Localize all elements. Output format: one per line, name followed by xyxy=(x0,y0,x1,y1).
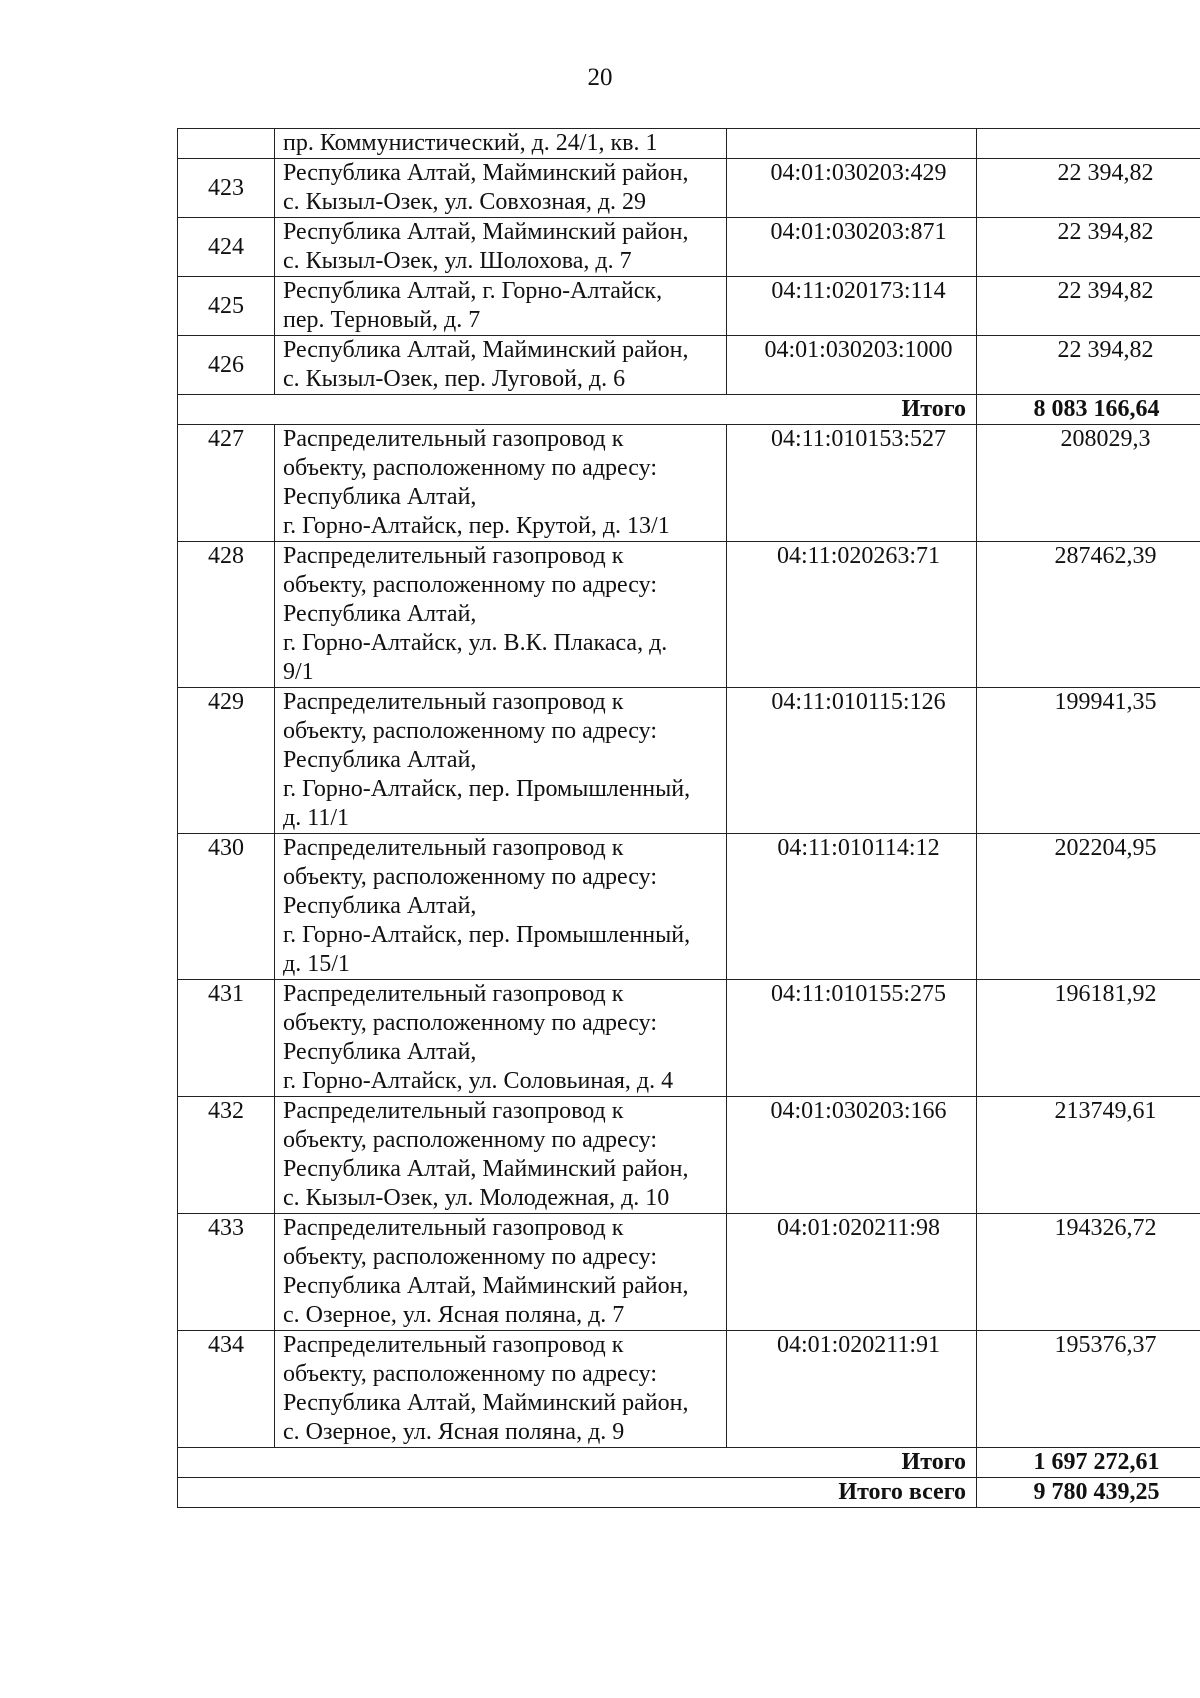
row-number-cell: 426 xyxy=(178,336,275,395)
empty-cell xyxy=(727,129,977,159)
address-line: объекту, расположенному по адресу: xyxy=(283,864,657,890)
address-line: г. Горно-Алтайск, ул. В.К. Плакаса, д. xyxy=(283,630,668,656)
amount-cell: 202204,95 xyxy=(977,834,1200,980)
cadastral-number-cell: 04:01:030203:166 xyxy=(727,1097,977,1214)
cadastral-number-cell: 04:01:030203:871 xyxy=(727,218,977,277)
address-line: Распределительный газопровод к xyxy=(283,1332,624,1358)
address-cell xyxy=(275,542,727,688)
address-line: Республика Алтай, xyxy=(283,1039,477,1065)
address-line: с. Кызыл-Озек, ул. Совхозная, д. 29 xyxy=(283,189,647,215)
address-line: Распределительный газопровод к xyxy=(283,426,624,452)
address-line: д. 11/1 xyxy=(283,805,349,831)
address-cell xyxy=(275,277,727,336)
row-number-cell: 434 xyxy=(178,1331,275,1448)
amount-cell: 22 394,82 xyxy=(977,277,1200,336)
row-number-cell: 430 xyxy=(178,834,275,980)
address-line: Распределительный газопровод к xyxy=(283,981,624,1007)
total-label: Итого xyxy=(178,395,977,425)
cadastral-number-cell: 04:11:010114:12 xyxy=(727,834,977,980)
grand-total-row xyxy=(178,1478,1200,1508)
address-line: Республика Алтай, Майминский район, xyxy=(283,337,689,363)
amount-cell: 22 394,82 xyxy=(977,336,1200,395)
table-row xyxy=(178,834,1200,980)
address-line: пр. Коммунистический, д. 24/1, кв. 1 xyxy=(283,130,658,156)
address-cell xyxy=(275,159,727,218)
address-line: г. Горно-Алтайск, пер. Крутой, д. 13/1 xyxy=(283,513,670,539)
address-line: г. Горно-Алтайск, пер. Промышленный, xyxy=(283,776,691,802)
address-line: д. 15/1 xyxy=(283,951,350,977)
table-row xyxy=(178,277,1200,336)
address-line: Республика Алтай, xyxy=(283,893,477,919)
continuation-row xyxy=(178,129,1200,159)
row-number-cell: 432 xyxy=(178,1097,275,1214)
address-line: с. Кызыл-Озек, пер. Луговой, д. 6 xyxy=(283,366,626,392)
subtotal-row xyxy=(178,395,1200,425)
table-row xyxy=(178,1214,1200,1331)
amount-cell: 287462,39 xyxy=(977,542,1200,688)
row-number-cell: 427 xyxy=(178,425,275,542)
cadastral-number-cell: 04:01:030203:1000 xyxy=(727,336,977,395)
row-number-cell: 423 xyxy=(178,159,275,218)
address-line: Распределительный газопровод к xyxy=(283,543,624,569)
address-line: Республика Алтай, г. Горно-Алтайск, xyxy=(283,278,663,304)
address-line: Республика Алтай, Майминский район, xyxy=(283,160,689,186)
address-line: 9/1 xyxy=(283,659,314,685)
address-cell xyxy=(275,1097,727,1214)
address-line: Республика Алтай, xyxy=(283,601,477,627)
amount-cell: 195376,37 xyxy=(977,1331,1200,1448)
amount-cell: 199941,35 xyxy=(977,688,1200,834)
address-cell xyxy=(275,688,727,834)
cadastral-number-cell: 04:11:020173:114 xyxy=(727,277,977,336)
address-line: пер. Терновый, д. 7 xyxy=(283,307,481,333)
cadastral-number-cell: 04:11:010115:126 xyxy=(727,688,977,834)
address-line: г. Горно-Алтайск, ул. Соловьиная, д. 4 xyxy=(283,1068,674,1094)
address-cell xyxy=(275,980,727,1097)
address-line: объекту, расположенному по адресу: xyxy=(283,455,657,481)
address-line: г. Горно-Алтайск, пер. Промышленный, xyxy=(283,922,691,948)
table-row xyxy=(178,425,1200,542)
amount-cell: 22 394,82 xyxy=(977,218,1200,277)
amount-cell: 194326,72 xyxy=(977,1214,1200,1331)
registry-table xyxy=(177,128,1200,1508)
address-line: объекту, расположенному по адресу: xyxy=(283,572,657,598)
table-row xyxy=(178,218,1200,277)
address-cell xyxy=(275,1331,727,1448)
table-row xyxy=(178,159,1200,218)
address-cell xyxy=(275,425,727,542)
address-line: Республика Алтай, xyxy=(283,747,477,773)
cadastral-number-cell: 04:11:010155:275 xyxy=(727,980,977,1097)
row-number-cell: 425 xyxy=(178,277,275,336)
total-value: 8 083 166,64 xyxy=(977,395,1200,425)
row-number-cell: 433 xyxy=(178,1214,275,1331)
address-line: объекту, расположенному по адресу: xyxy=(283,1361,657,1387)
address-line: Республика Алтай, Майминский район, xyxy=(283,1273,689,1299)
amount-cell: 208029,3 xyxy=(977,425,1200,542)
address-cell xyxy=(275,834,727,980)
table-row xyxy=(178,980,1200,1097)
address-line: Распределительный газопровод к xyxy=(283,689,624,715)
cadastral-number-cell: 04:01:030203:429 xyxy=(727,159,977,218)
empty-cell xyxy=(977,129,1200,159)
address-line: Республика Алтай, Майминский район, xyxy=(283,1156,689,1182)
cadastral-number-cell: 04:11:020263:71 xyxy=(727,542,977,688)
address-line: с. Озерное, ул. Ясная поляна, д. 7 xyxy=(283,1302,625,1328)
address-line: Республика Алтай, xyxy=(283,484,477,510)
table-row xyxy=(178,1331,1200,1448)
address-line: с. Кызыл-Озек, ул. Шолохова, д. 7 xyxy=(283,248,632,274)
address-line: объекту, расположенному по адресу: xyxy=(283,1010,657,1036)
address-line: Республика Алтай, Майминский район, xyxy=(283,219,689,245)
address-cell xyxy=(275,1214,727,1331)
amount-cell: 196181,92 xyxy=(977,980,1200,1097)
subtotal-row xyxy=(178,1448,1200,1478)
address-line: Распределительный газопровод к xyxy=(283,1215,624,1241)
row-number-cell: 429 xyxy=(178,688,275,834)
address-line: объекту, расположенному по адресу: xyxy=(283,1244,657,1270)
address-line: объекту, расположенному по адресу: xyxy=(283,718,657,744)
registry-body xyxy=(178,129,1200,1508)
address-line: Республика Алтай, Майминский район, xyxy=(283,1390,689,1416)
row-number-cell: 428 xyxy=(178,542,275,688)
address-line: с. Кызыл-Озек, ул. Молодежная, д. 10 xyxy=(283,1185,670,1211)
cadastral-number-cell: 04:01:020211:91 xyxy=(727,1331,977,1448)
total-label: Итого xyxy=(178,1448,977,1478)
cadastral-number-cell: 04:01:020211:98 xyxy=(727,1214,977,1331)
cadastral-number-cell: 04:11:010153:527 xyxy=(727,425,977,542)
row-number-cell: 431 xyxy=(178,980,275,1097)
page-number: 20 xyxy=(587,64,613,91)
table-row xyxy=(178,336,1200,395)
amount-cell: 22 394,82 xyxy=(977,159,1200,218)
address-cell xyxy=(275,129,727,159)
row-number-cell: 424 xyxy=(178,218,275,277)
table-row xyxy=(178,542,1200,688)
total-value: 1 697 272,61 xyxy=(977,1448,1200,1478)
address-cell xyxy=(275,336,727,395)
address-cell xyxy=(275,218,727,277)
table-row xyxy=(178,688,1200,834)
address-line: объекту, расположенному по адресу: xyxy=(283,1127,657,1153)
empty-cell xyxy=(178,129,275,159)
address-line: с. Озерное, ул. Ясная поляна, д. 9 xyxy=(283,1419,625,1445)
amount-cell: 213749,61 xyxy=(977,1097,1200,1214)
address-line: Распределительный газопровод к xyxy=(283,835,624,861)
total-value: 9 780 439,25 xyxy=(977,1478,1200,1508)
total-label: Итого всего xyxy=(178,1478,977,1508)
address-line: Распределительный газопровод к xyxy=(283,1098,624,1124)
table-row xyxy=(178,1097,1200,1214)
